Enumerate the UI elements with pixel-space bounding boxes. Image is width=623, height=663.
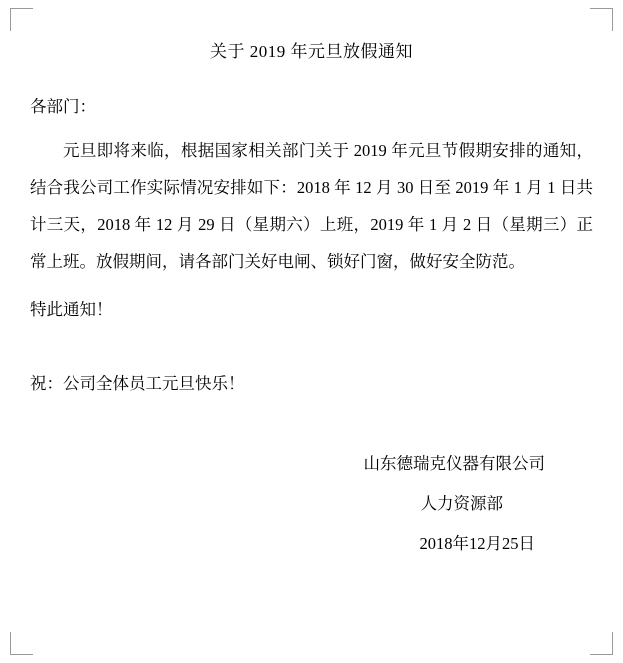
signature-block	[30, 444, 593, 564]
document-content	[30, 38, 593, 564]
blessing-line: 祝：公司全体员工元旦快乐！	[30, 374, 245, 393]
crop-mark-bottom-left-icon	[10, 632, 33, 655]
signature-department: 人力资源部	[420, 494, 503, 513]
signature-company: 山东德瑞克仪器有限公司	[363, 454, 545, 473]
document-title: 关于 2019 年元旦放假通知	[210, 42, 413, 61]
signature-date: 2018年12月25日	[419, 534, 535, 553]
crop-mark-top-left-icon	[10, 8, 33, 31]
crop-mark-bottom-right-icon	[590, 632, 613, 655]
salutation: 各部门：	[30, 97, 96, 116]
closing-line: 特此通知！	[30, 300, 113, 319]
crop-mark-top-right-icon	[590, 8, 613, 31]
body-paragraph: 元旦即将来临，根据国家相关部门关于 2019 年元旦节假期安排的通知，结合我公司工作实际情况安排如下：2018 年 12 月 30 日至 2019 年 1 月 1 日共计三天，2018 年 12 月 29 日（星期六）上班，2019 年 1 月 2 日（星期三）正常上班。放假期间，请各部门关好电闸、锁好门窗，做好安全防范。	[30, 141, 593, 271]
